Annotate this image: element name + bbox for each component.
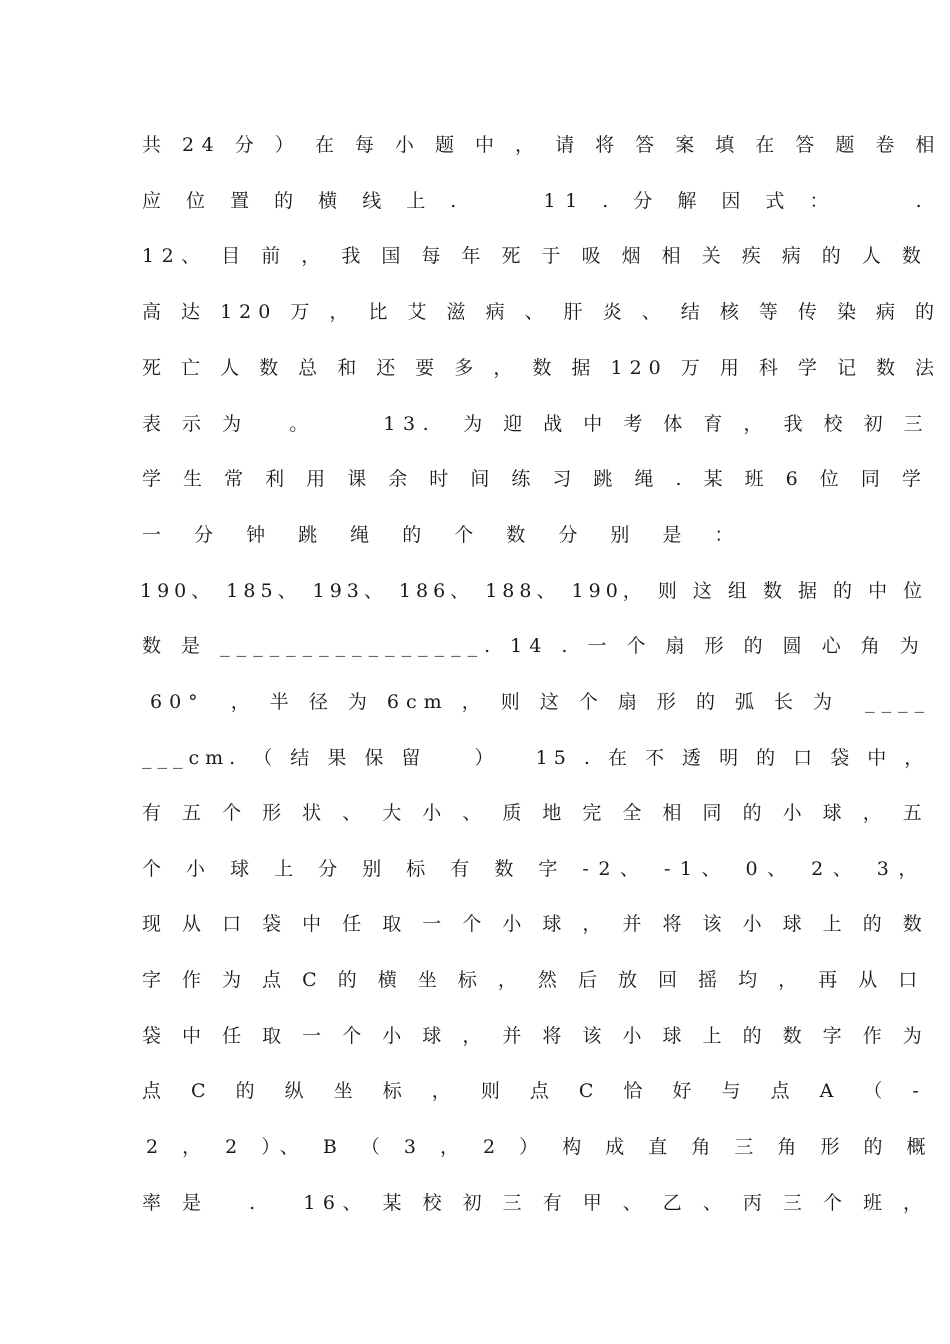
text-line: 共 24 分 ） 在 每 小 题 中 ， 请 将 答 案 填 在 答 题 卷 相	[142, 134, 942, 156]
text-line: ___cm. （ 结 果 保 留 ） 15 . 在 不 透 明 的 口 袋 中 ，	[142, 747, 930, 769]
text-line: 应 位 置 的 横 线 上 . 11 . 分 解 因 式 ： .	[142, 190, 932, 212]
text-line: 表 示 为 。 13. 为 迎 战 中 考 体 育 ， 我 校 初 三	[142, 413, 931, 435]
text-line: 有 五 个 形 状 、 大 小 、 质 地 完 全 相 同 的 小 球 ， 五	[142, 802, 930, 824]
text-line: 2 ， 2 ）、 B （ 3 ， 2 ） 构 成 直 角 三 角 形 的 概	[146, 1136, 935, 1158]
text-line: 190、 185、 193、 186、 188、 190， 则 这 组 数 据 的 中 位	[140, 580, 928, 602]
text-line: 60° ， 半 径 为 6cm ， 则 这 个 扇 形 的 弧 长 为 ____	[150, 691, 932, 713]
text-line: 学 生 常 利 用 课 余 时 间 练 习 跳 绳 . 某 班 6 位 同 学	[142, 468, 929, 490]
text-line: 死 亡 人 数 总 和 还 要 多 ， 数 据 120 万 用 科 学 记 数 法	[142, 357, 942, 379]
text-line: 袋 中 任 取 一 个 小 球 ， 并 将 该 小 球 上 的 数 字 作 为	[142, 1025, 930, 1047]
text-line: 个 小 球 上 分 别 标 有 数 字 -2、 -1、 0、 2、 3，	[142, 858, 927, 880]
text-line: 现 从 口 袋 中 任 取 一 个 小 球 ， 并 将 该 小 球 上 的 数	[142, 913, 930, 935]
text-line: 数 是 ________________. 14 . 一 个 扇 形 的 圆 心 角 为	[142, 635, 926, 657]
text-line: 12、 目 前 ， 我 国 每 年 死 于 吸 烟 相 关 疾 病 的 人 数	[142, 245, 929, 267]
text-line: 一 分 钟 跳 绳 的 个 数 分 别 是 ：	[142, 524, 747, 546]
text-line: 字 作 为 点 C 的 横 坐 标 ， 然 后 放 回 摇 均 ， 再 从 口	[142, 969, 925, 991]
text-line: 高 达 120 万 ， 比 艾 滋 病 、 肝 炎 、 结 核 等 传 染 病 的	[142, 301, 942, 323]
text-line: 率 是 . 16、 某 校 初 三 有 甲 、 乙 、 丙 三 个 班 ，	[142, 1192, 930, 1214]
text-line: 点 C 的 纵 坐 标 ， 则 点 C 恰 好 与 点 A （ -	[142, 1080, 931, 1102]
